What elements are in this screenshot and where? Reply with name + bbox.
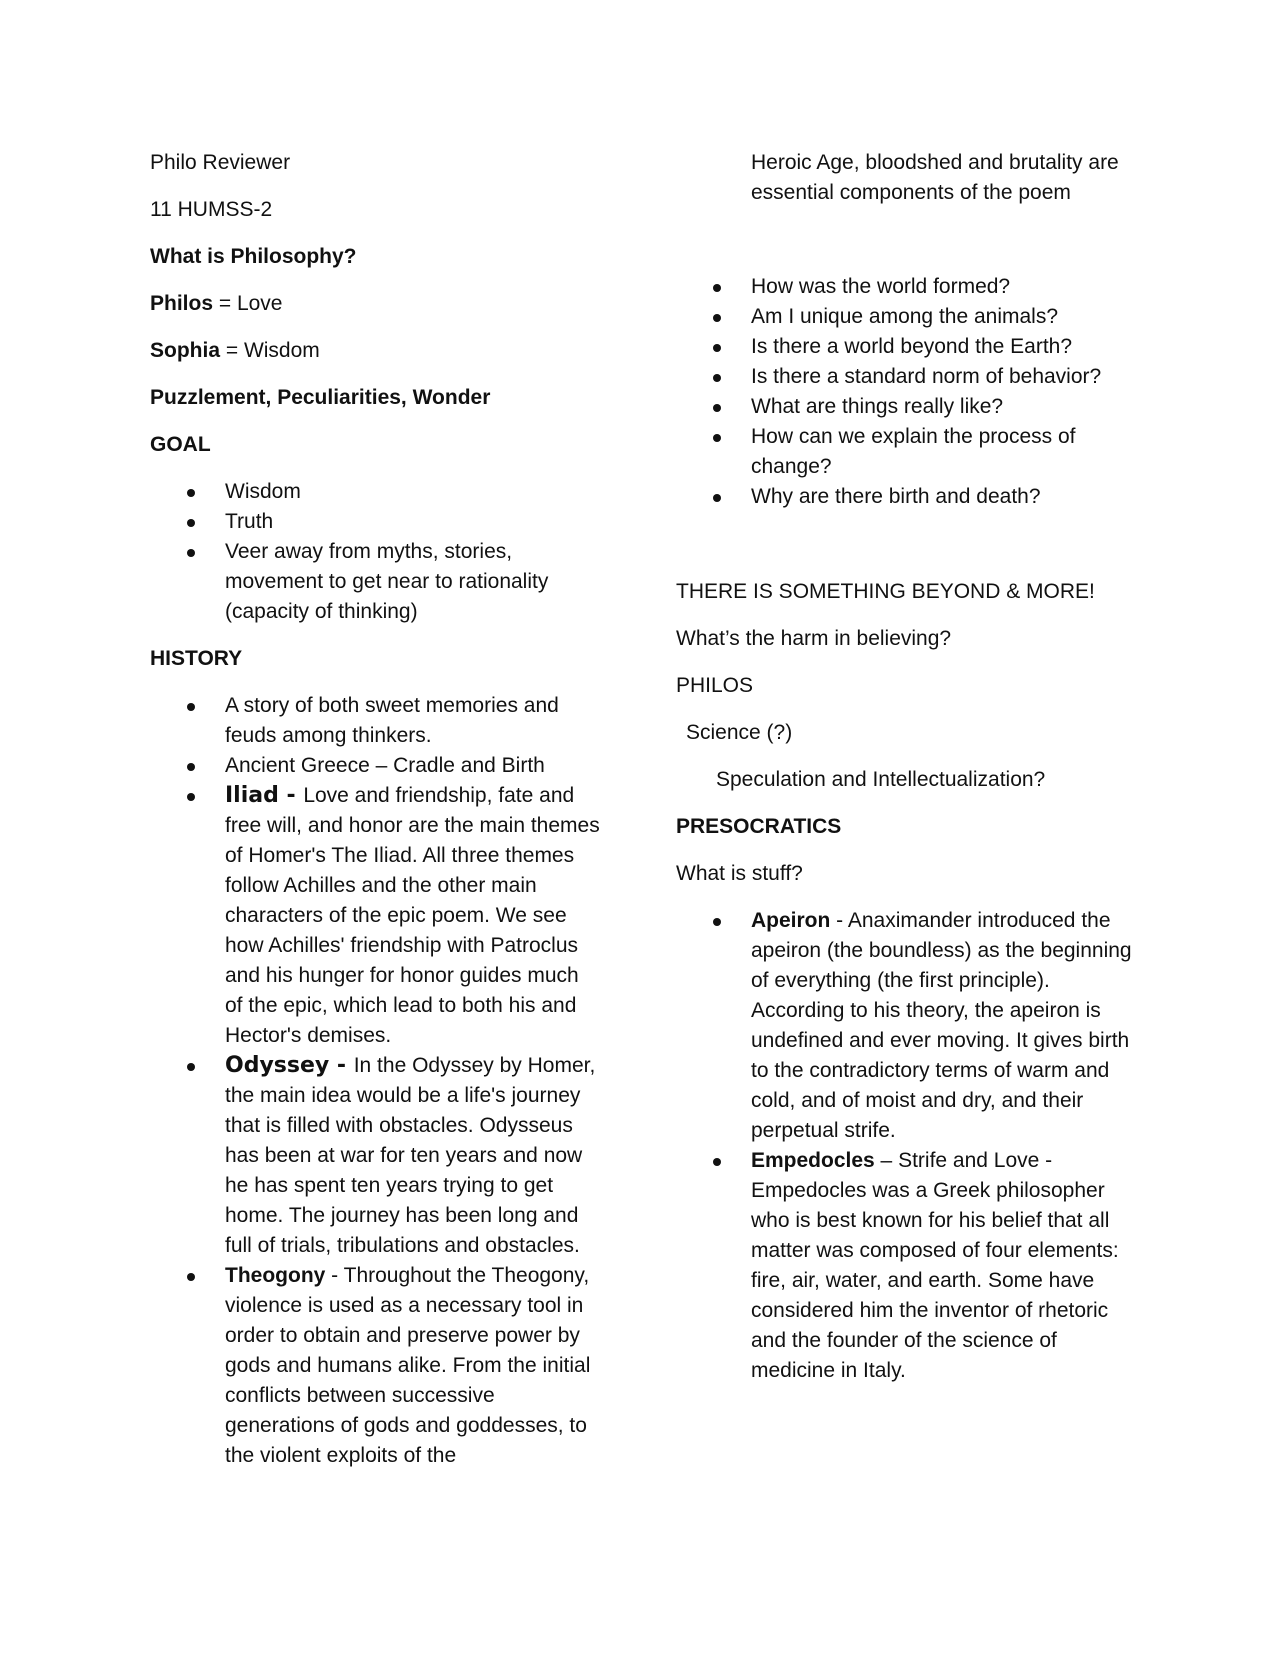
list-item-empedocles [676, 1146, 1146, 1386]
iliad-term: Iliad - [225, 783, 304, 808]
list-item-apeiron [676, 906, 1146, 1146]
bullet-icon [713, 344, 721, 352]
philos-definition [150, 289, 600, 319]
sophia-term: Sophia [150, 339, 221, 362]
science-label: Science (?) [686, 721, 793, 744]
bullet-icon [187, 1063, 195, 1071]
bullet-icon [187, 763, 195, 771]
bullet-icon [713, 374, 721, 382]
empedocles-text: – Strife and Love - Empedocles was a Greek philosopher who is best known for his belief that all matter was composed of four elements: fire, air, water, and earth. Some have considered him the inventor of rhetoric and the founder of the science of medicine in Italy. [751, 1149, 1119, 1382]
odyssey-term: Odyssey - [225, 1053, 354, 1078]
harm-question: What’s the harm in believing? [676, 627, 952, 650]
list-item [150, 537, 600, 627]
empedocles-term: Empedocles [751, 1149, 875, 1172]
list-item [676, 302, 1146, 332]
list-item-text: Is there a standard norm of behavior? [751, 365, 1102, 388]
history-list [150, 691, 600, 1471]
bullet-icon [187, 1273, 195, 1281]
list-item [150, 507, 600, 537]
right-column [676, 148, 1146, 1403]
list-item [676, 272, 1146, 302]
sophia-meaning: = Wisdom [220, 339, 320, 362]
list-item [676, 332, 1146, 362]
bullet-icon [187, 703, 195, 711]
list-item-text: Why are there birth and death? [751, 485, 1041, 508]
bullet-icon [713, 314, 721, 322]
list-item [676, 422, 1146, 482]
philos-meaning: = Love [213, 292, 283, 315]
philos-term: Philos [150, 292, 214, 315]
bullet-icon [713, 494, 721, 502]
list-item-text: Veer away from myths, stories, movement to get near to rationality (capacity of thinking) [225, 540, 549, 623]
list-item [150, 477, 600, 507]
speculation-label: Speculation and Intellectualization? [716, 768, 1046, 791]
beyond-statement: THERE IS SOMETHING BEYOND & MORE! [676, 580, 1095, 603]
bullet-icon [713, 284, 721, 292]
questions-list [676, 272, 1146, 512]
goal-list [150, 477, 600, 627]
list-item-text: Is there a world beyond the Earth? [751, 335, 1073, 358]
list-item-text: Ancient Greece – Cradle and Birth [225, 754, 545, 777]
puzzlement-heading: Puzzlement, Peculiarities, Wonder [150, 386, 491, 409]
spacer [676, 529, 1146, 577]
list-item-theogony [150, 1261, 600, 1471]
theogony-continued: Heroic Age, bloodshed and brutality are essential components of the poem [751, 151, 1119, 204]
document-title: Philo Reviewer [150, 151, 291, 174]
bullet-icon [713, 434, 721, 442]
list-item [150, 751, 600, 781]
list-item [150, 691, 600, 751]
bullet-icon [187, 519, 195, 527]
iliad-text: Love and friendship, fate and free will, and honor are the main themes of Homer's The Iliad. All three themes follow Achilles and the other main characters of the epic poem. We see how Achilles' friendship with Patroclus and his hunger for honor guides much of the epic, which lead to both his and Hector's demises. [225, 784, 600, 1047]
goal-heading: GOAL [150, 433, 211, 456]
stuff-question: What is stuff? [676, 862, 803, 885]
list-item-iliad [150, 781, 600, 1051]
presocratics-list [676, 906, 1146, 1386]
bullet-icon [713, 1158, 721, 1166]
apeiron-text: - Anaximander introduced the apeiron (the boundless) as the beginning of everything (the first principle). According to his theory, the apeiron is undefined and ever moving. It gives birth to the contradictory terms of warm and cold, and of moist and dry, and their perpetual strife. [751, 909, 1132, 1142]
presocratics-heading: PRESOCRATICS [676, 815, 842, 838]
list-item-text: A story of both sweet memories and feuds among thinkers. [225, 694, 559, 747]
odyssey-text: In the Odyssey by Homer, the main idea would be a life's journey that is filled with obstacles. Odysseus has been at war for ten years and now he has spent ten years trying to get home. The journey has been long and full of trials, tribulations and obstacles. [225, 1054, 596, 1257]
list-item [676, 392, 1146, 422]
list-item-odyssey [150, 1051, 600, 1261]
bullet-icon [187, 489, 195, 497]
list-item-text: Wisdom [225, 480, 301, 503]
list-item-text: How can we explain the process of change? [751, 425, 1076, 478]
list-item [676, 482, 1146, 512]
section-label: 11 HUMSS-2 [150, 198, 273, 221]
list-item-text: How was the world formed? [751, 275, 1011, 298]
bullet-icon [713, 918, 721, 926]
philos-label: PHILOS [676, 674, 754, 697]
left-column [150, 148, 600, 1488]
history-heading: HISTORY [150, 647, 243, 670]
apeiron-term: Apeiron [751, 909, 831, 932]
sophia-definition [150, 336, 600, 366]
question-heading: What is Philosophy? [150, 245, 357, 268]
list-item-text: Am I unique among the animals? [751, 305, 1059, 328]
bullet-icon [187, 549, 195, 557]
list-item [676, 362, 1146, 392]
list-item-text: Truth [225, 510, 274, 533]
bullet-icon [187, 793, 195, 801]
theogony-term: Theogony [225, 1264, 326, 1287]
bullet-icon [713, 404, 721, 412]
list-item-text: What are things really like? [751, 395, 1004, 418]
theogony-text: - Throughout the Theogony, violence is used as a necessary tool in order to obtain and preserve power by gods and humans alike. From the initial conflicts between successive generations of gods and goddesses, to the violent exploits of the [225, 1264, 591, 1467]
